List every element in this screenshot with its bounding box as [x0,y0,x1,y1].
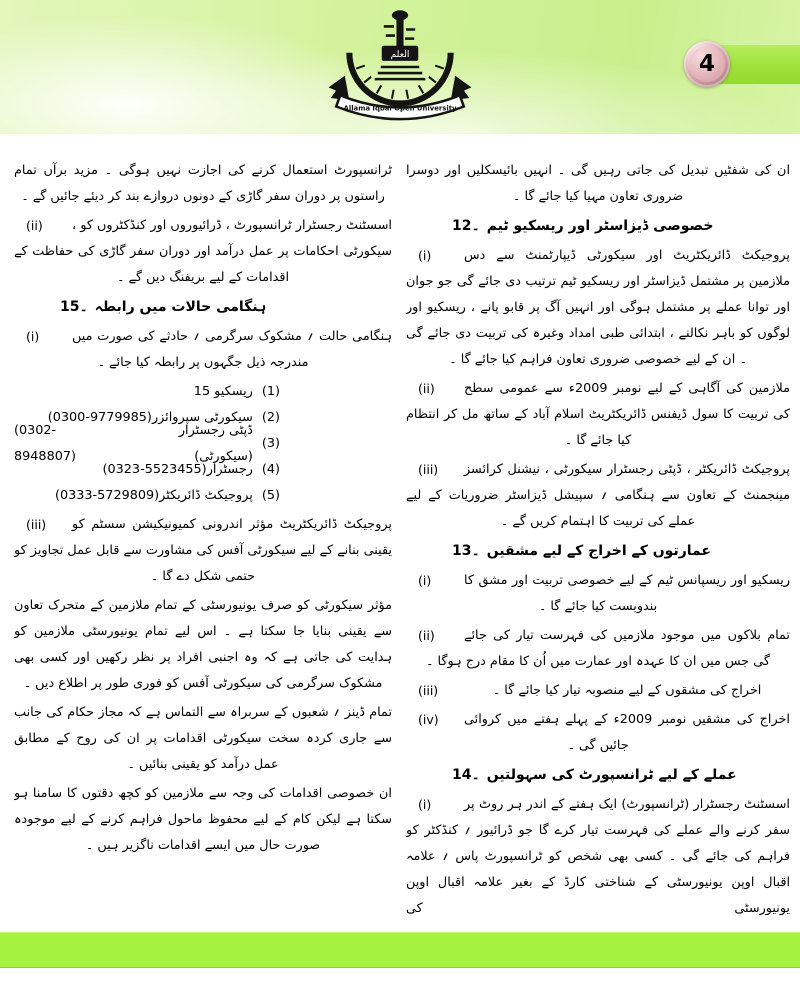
contact-phone: (0323-5523455) [102,462,207,477]
page-number-badge-face [689,46,725,82]
item-marker: (iii) [26,517,47,532]
section-number: 14۔ [452,767,480,783]
item-text: اخراج کی مشقیں نومبر 2009ء کے پہلے ہفتے میں کروائی جائیں گی ۔ [464,712,790,753]
emergency-contact-list [14,379,392,509]
section-number: 12۔ [452,218,480,234]
contact-phone: (0300-9779985) [47,410,152,425]
contact-label: ریسکیو 15 [193,384,253,399]
column-left [14,158,392,928]
contact-number-marker: (1) [261,384,280,399]
section-number: 15۔ [60,299,88,315]
section-heading-14 [452,762,790,789]
paragraph: تمام ڈینز ؍ شعبوں کے سربراہ سے التماس ہے کہ مجاز حکام کی جانب سے جاری کردہ سخت سیکورٹی اقدامات پر ان کی روح کے مطابق عمل درآمد کو یقینی بنائیں ۔ [14,705,392,772]
item-text: پروجیکٹ ڈائریکٹریٹ مؤثر اندرونی کمیونیکیشن سسٹم کو یقینی بنانے کے لیے سیکورٹی آفس کی مشاورت سے قابل عمل تجاویز کو حتمی شکل دے گا ۔ [14,517,392,584]
item-marker: (ii) [418,381,435,396]
section-heading-12 [452,213,790,240]
footer-green-band [0,932,800,968]
contact-label: پروجیکٹ ڈائریکٹر [159,488,253,503]
item-text: اخراج کی مشقوں کے لیے منصوبہ تیار کیا جائے گا ۔ [492,683,762,698]
item-marker: (i) [26,329,40,344]
item-marker: (i) [418,248,432,263]
list-item-13-iii [406,678,790,704]
contact-label: رجسٹرار [206,462,253,477]
crest-motto-text: العلم [390,49,410,60]
item-marker: (iii) [418,683,439,698]
paragraph: ان خصوصی اقدامات کی وجہ سے ملازمین کو کچھ دقتوں کا سامنا ہو سکتا ہے لیکن کام کے لیے محفوظ ماحول فراہم کرنے کے لیے موجودہ صورت حال میں ایسے اقدامات ناگزیر ہیں ۔ [14,786,392,853]
item-text: ہنگامی حالت ؍ مشکوک سرگرمی ؍ حادثے کی صورت میں مندرجہ ذیل جگہوں پر رابطہ کیا جائے ۔ [72,329,392,370]
list-item-15-i [14,324,392,376]
university-logo [324,6,476,132]
contact-row-deputy-registrar [14,423,392,464]
document-body [0,158,800,928]
contact-number-marker: (3) [261,436,280,451]
item-text: اسسٹنٹ رجسٹرار ٹرانسپورٹ ، ڈرائیوروں اور کنڈکٹروں کو ، سیکورٹی احکامات پر عمل درآمد اور دوران سفر گاڑی کی حفاظت کے اقدامات کے لیے بریفنگ دیں گے ۔ [14,218,392,285]
item-text: پروجیکٹ ڈائریکٹریٹ اور سیکورٹی ڈیپارٹمنٹ سے دس ملازمین پر مشتمل ڈیزاسٹر اور ریسکیو ٹیم ترتیب دی جائے گی جو جوان اور توانا عملے پر مشتمل ہوگی اور انہیں آگ پر قابو پانے ، ریسکیو اور لوگوں کو باہر نکالنے ، ابتدائی طبی امداد وغیرہ کی تربیت دی جائے گی ۔ ان کے لیے خصوصی ضروری تعاون فراہم کیا جائے گا ۔ [406,248,790,367]
contact-label: سیکورٹی سپروائزر [151,410,253,425]
contact-phone: (0302-8948807) [14,423,76,464]
item-marker: (iii) [418,462,439,477]
item-text: پروجیکٹ ڈائریکٹر ، ڈپٹی رجسٹرار سیکورٹی ، نیشنل کرائسز مینجمنٹ کے تعاون سے ہنگامی ؍ سپیشل ڈیزاسٹر ضروریات کے لیے عملے کی تربیت کا اہتمام کریں گے ۔ [406,462,790,529]
list-item-14-i [406,792,790,922]
item-marker: (ii) [418,628,435,643]
page-header [0,0,800,134]
contact-row-project-director [14,483,392,509]
item-text: ریسکیو اور ریسپانس ٹیم کے لیے خصوصی تربیت اور مشق کا بندوبست کیا جائے گا ۔ [464,573,790,614]
crest-banner-text: Allama Iqbal Open University [343,104,457,113]
column-right [406,158,790,928]
list-item-12-iii [406,457,790,535]
section-title: عمارتوں کے اخراج کے لیے مشقیں [486,543,711,559]
contact-label: ڈپٹی رجسٹرار (سیکورٹی) [178,423,253,464]
section-title: عملے کے لیے ٹرانسپورٹ کی سہولتیں [486,767,737,783]
paragraph: ٹرانسپورٹ استعمال کرنے کی اجازت نہیں ہوگی ۔ مزید برآں تمام راستوں پر دوران سفر گاڑی کے دونوں دروازے بند کر دیئے جائیں گے ۔ [14,163,392,204]
section-heading-13 [452,538,790,565]
item-text: اسسٹنٹ رجسٹرار (ٹرانسپورٹ) ایک ہفتے کے اندر ہر روٹ پر سفر کرنے والے عملے کی فہرست تیار کرے گا جو ڈرائیور ؍ کنڈکٹر کو فراہم کی جائے گی ۔ کسی بھی شخص کو ٹرانسپورٹ پاس ؍ علامہ اقبال اوپن یونیورسٹی کے شناختی کارڈ کے بغیر علامہ اقبال اوپن یونیورسٹی کی [406,797,790,916]
contact-number-marker: (5) [261,488,280,503]
item-text: تمام بلاکوں میں موجود ملازمیں کی فہرست تیار کی جائے گی جس میں ان کا عہدہ اور عمارت میں اُن کا مقام درج ہوگا ۔ [425,628,790,669]
contact-number-marker: (4) [261,462,280,477]
university-crest-icon [324,6,476,132]
paragraph: ان کی شفٹیں تبدیل کی جاتی رہیں گی ۔ انہیں بائیسکلیں اور دوسرا ضروری تعاون مہیا کیا جائے گا ۔ [406,163,790,204]
section-number: 13۔ [452,543,480,559]
section-title: ہنگامی حالات میں رابطہ [94,299,267,315]
list-item-12-ii [406,376,790,454]
item-marker: (i) [418,573,432,588]
section-heading-15 [60,294,392,321]
list-item-12-i [406,243,790,373]
contact-row-rescue [14,379,392,405]
item-marker: (i) [418,797,432,812]
list-item-13-iv [406,707,790,759]
list-item-14-ii [14,213,392,291]
contact-number-marker: (2) [261,410,280,425]
list-item-15-iii [14,512,392,590]
contact-phone: (0333-5729809) [54,488,160,503]
item-marker: (ii) [26,218,43,233]
item-text: ملازمین کی آگاہی کے لیے نومبر 2009ء سے عمومی سطح کی تربیت کا سول ڈیفنس ڈائریکٹریٹ اسلام آباد کے ساتھ مل کر انتظام کیا جائے گا ۔ [406,381,790,448]
page-number: 4 [698,50,715,77]
page-number-badge [684,41,730,87]
paragraph: مؤثر سیکورٹی کو صرف یونیورسٹی کے تمام ملازمین کے متحرک تعاون سے یقینی بنایا جا سکتا ہے ۔ اس لیے تمام یونیورسٹی ملازمین کو ہدایت کی جاتی ہے کہ وہ اجنبی افراد پر نظر رکھیں اور کسی بھی مشکوک سرگرمی کی سیکورٹی آفس کو فوری طور پر اطلاع دیں ۔ [14,598,392,691]
section-title: خصوصی ڈیزاسٹر اور ریسکیو ٹیم [486,218,714,234]
list-item-13-ii [406,623,790,675]
list-item-13-i [406,568,790,620]
item-marker: (iv) [418,712,439,727]
